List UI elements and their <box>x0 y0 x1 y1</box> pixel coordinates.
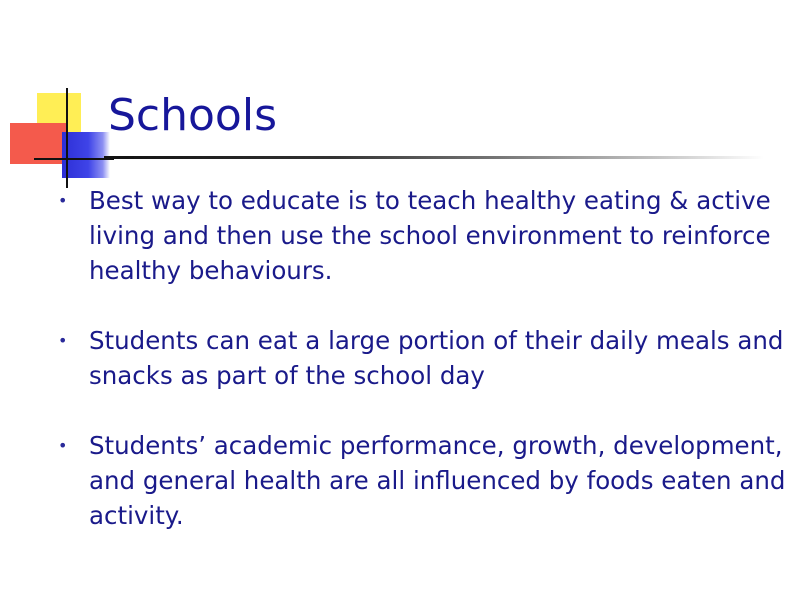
vertical-line-decoration <box>66 88 68 188</box>
blue-square-decoration <box>62 132 110 178</box>
bullet-text: Students can eat a large portion of their daily meals and snacks as part of the school day <box>89 326 784 390</box>
title-underline-rule <box>104 156 764 159</box>
bullet-text: Best way to educate is to teach healthy eating & active living and then use the school environment to reinforce healthy behaviours. <box>89 186 771 285</box>
horizontal-line-decoration <box>34 158 114 160</box>
bullet-item <box>58 428 788 533</box>
bullet-point-icon: • <box>58 191 68 210</box>
bullet-list <box>58 183 788 568</box>
bullet-text: Students’ academic performance, growth, development, and general health are all influenced by foods eaten and activity. <box>89 431 786 530</box>
slide-title: Schools <box>108 90 277 141</box>
bullet-item <box>58 323 788 393</box>
bullet-point-icon: • <box>58 331 68 350</box>
bullet-point-icon: • <box>58 436 68 455</box>
decorative-logo <box>0 0 120 180</box>
bullet-item <box>58 183 788 288</box>
